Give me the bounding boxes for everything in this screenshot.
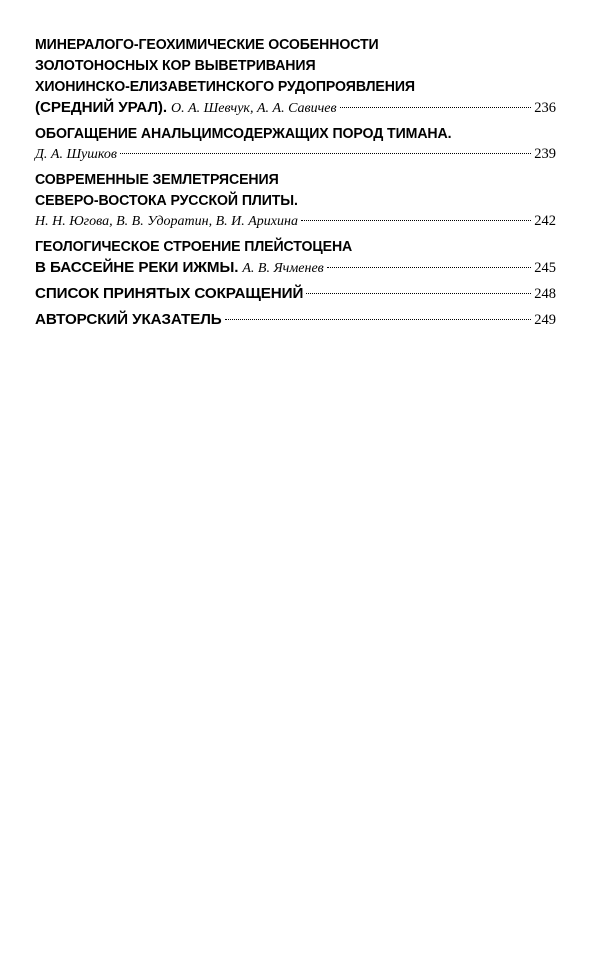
table-of-contents — [35, 34, 556, 335]
toc-entry[interactable] — [35, 236, 556, 279]
entry-page-number: 236 — [534, 100, 556, 116]
entry-final-line — [35, 211, 556, 232]
toc-entry[interactable] — [35, 34, 556, 119]
toc-entry[interactable] — [35, 283, 556, 305]
entry-title-line: СОВРЕМЕННЫЕ ЗЕМЛЕТРЯСЕНИЯ — [35, 171, 279, 188]
entry-title-line: ГЕОЛОГИЧЕСКОЕ СТРОЕНИЕ ПЛЕЙСТОЦЕНА — [35, 238, 353, 255]
entry-page-number: 245 — [534, 260, 556, 276]
entry-final-line — [35, 257, 556, 279]
entry-final-line — [35, 309, 556, 331]
entry-title-tail: (СРЕДНИЙ УРАЛ). — [35, 99, 167, 116]
entry-title-tail: СПИСОК ПРИНЯТЫХ СОКРАЩЕНИЙ — [35, 285, 304, 302]
entry-final-line — [35, 144, 556, 165]
toc-entry[interactable] — [35, 309, 556, 331]
entry-title-tail: АВТОРСКИЙ УКАЗАТЕЛЬ — [35, 311, 222, 328]
entry-page-number: 248 — [534, 286, 556, 302]
dot-leader — [327, 267, 532, 268]
dot-leader — [225, 319, 532, 320]
toc-entry[interactable] — [35, 169, 556, 232]
entry-title-line: ЗОЛОТОНОСНЫХ КОР ВЫВЕТРИВАНИЯ — [35, 57, 316, 74]
entry-authors: Н. Н. Югова, В. В. Удоратин, В. И. Арихина — [35, 214, 298, 229]
entry-title-line: ОБОГАЩЕНИЕ АНАЛЬЦИМСОДЕРЖАЩИХ ПОРОД ТИМАНА. — [35, 125, 452, 142]
entry-authors: О. А. Шевчук, А. А. Савичев — [170, 101, 337, 116]
entry-page-number: 239 — [534, 146, 556, 162]
dot-leader — [301, 220, 531, 221]
entry-authors: Д. А. Шушков — [35, 147, 117, 162]
entry-title-line: ХИОНИНСКО-ЕЛИЗАВЕТИНСКОГО РУДОПРОЯВЛЕНИЯ — [35, 78, 415, 95]
entry-title-line: МИНЕРАЛОГО-ГЕОХИМИЧЕСКИЕ ОСОБЕННОСТИ — [35, 36, 379, 53]
entry-authors: А. В. Ячменев — [242, 261, 324, 276]
entry-title-tail: В БАССЕЙНЕ РЕКИ ИЖМЫ. — [35, 259, 239, 276]
dot-leader — [120, 153, 531, 154]
dot-leader — [340, 107, 532, 108]
entry-final-line — [35, 283, 556, 305]
entry-page-number: 249 — [534, 312, 556, 328]
entry-final-line — [35, 97, 556, 119]
entry-title-line: СЕВЕРО-ВОСТОКА РУССКОЙ ПЛИТЫ. — [35, 192, 298, 209]
dot-leader — [306, 293, 531, 294]
entry-page-number: 242 — [534, 213, 556, 229]
toc-entry[interactable] — [35, 123, 556, 165]
